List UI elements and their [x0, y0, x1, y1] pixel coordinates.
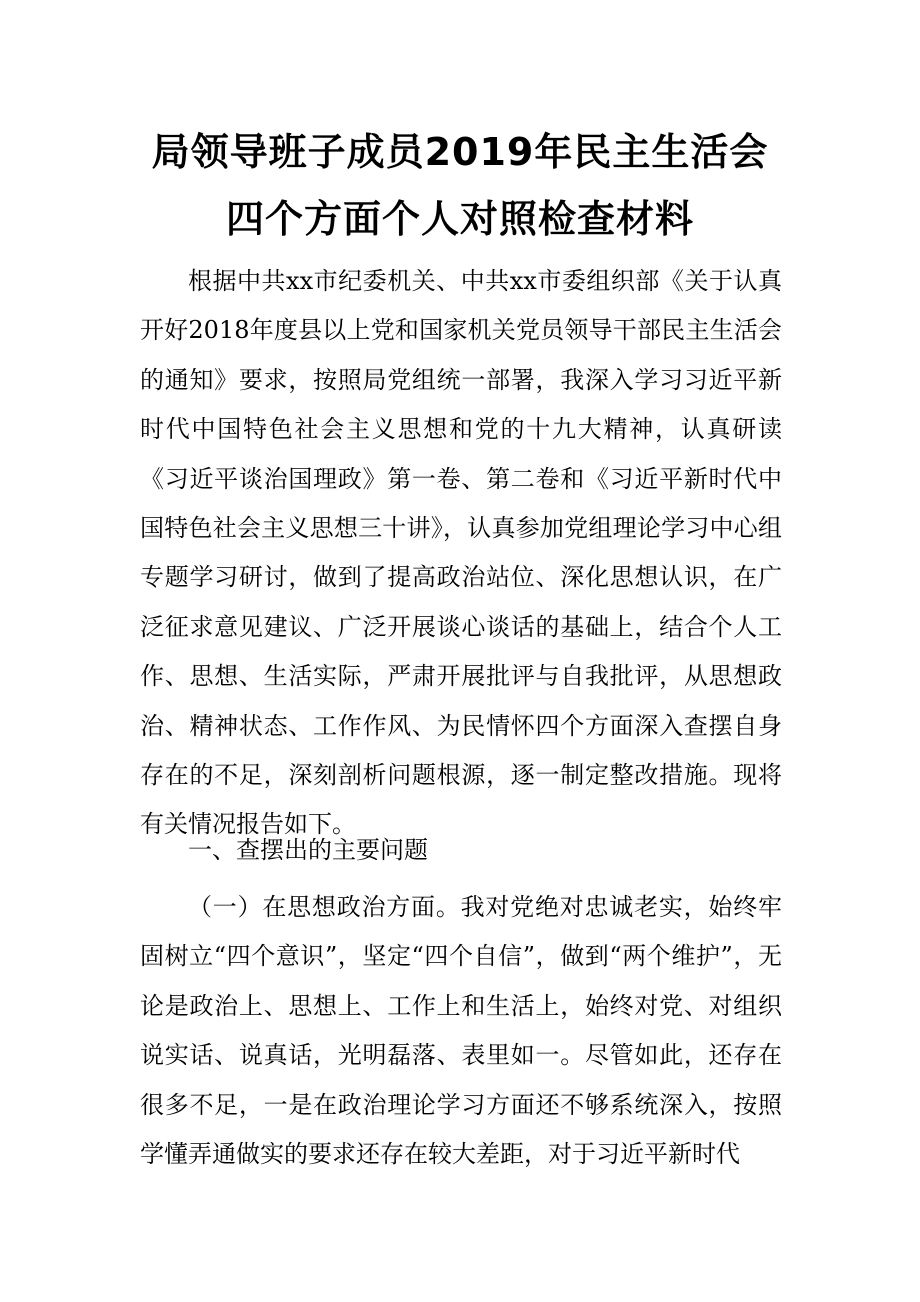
document-title-line-2: 四个方面个人对照检查材料	[225, 197, 694, 241]
item-paragraph: （一）在思想政治方面。我对党绝对忠诚老实，始终牢固树立“四个意识”，坚定“四个自信”，做到“两个维护”，无论是政治上、思想上、工作上和生活上，始终对党、对组织说实话、说真话，光明磊落、表里如一。尽管如此，还存在很多不足，一是在政治理论学习方面还不够系统深入，按照学懂弄通做实的要求还存在较大差距，对于习近平新时代	[140, 893, 782, 1169]
intro-paragraph: 根据中共xx市纪委机关、中共xx市委组织部《关于认真开好2018年度县以上党和国家机关党员领导干部民主生活会的通知》要求，按照局党组统一部署，我深入学习习近平新时代中国特色社会主义思想和党的十九大精神，认真研读《习近平谈治国理政》第一卷、第二卷和《习近平新时代中国特色社会主义思想三十讲》，认真参加党组理论学习中心组专题学习研讨，做到了提高政治站位、深化思想认识，在广泛征求意见建议、广泛开展谈心谈话的基础上，结合个人工作、思想、生活实际，严肃开展批评与自我批评，从思想政治、精神状态、工作作风、为民情怀四个方面深入查摆自身存在的不足，深刻剖析问题根源，逐一制定整改措施。现将有关情况报告如下。	[140, 267, 782, 839]
document-title-line-1: 局领导班子成员2019年民主生活会	[151, 130, 769, 174]
section-heading: 一、查摆出的主要问题	[188, 836, 428, 864]
